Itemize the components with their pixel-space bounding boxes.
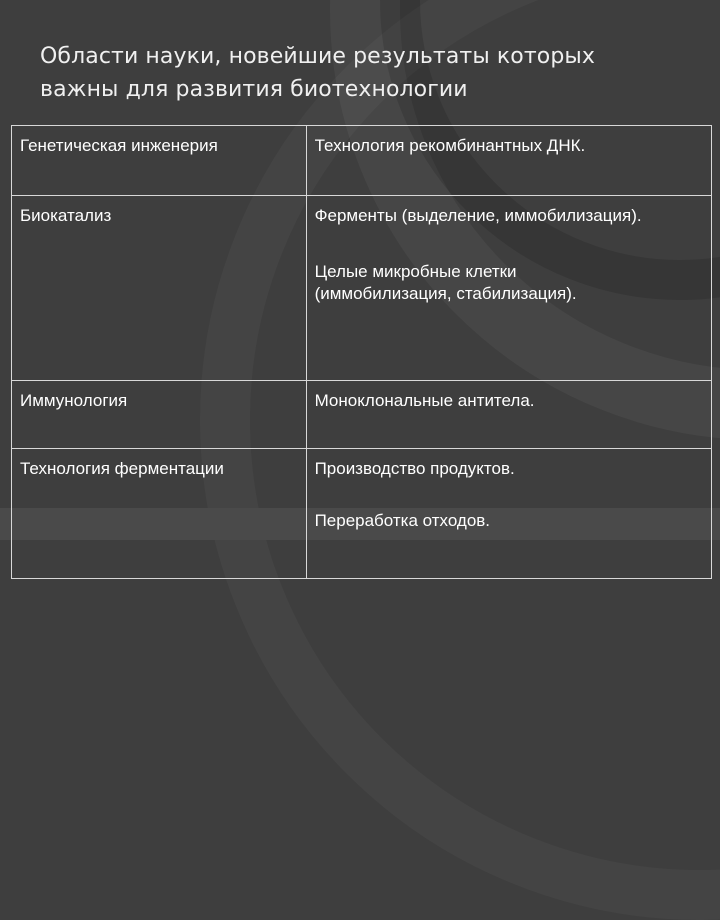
table-row <box>12 449 712 579</box>
science-areas-table <box>11 125 712 579</box>
area-label: Биокатализ <box>20 206 112 225</box>
result-text: Ферменты (выделение, иммобилизация). <box>314 206 642 225</box>
result-text: Технология рекомбинантных ДНК. <box>314 136 586 155</box>
table-row <box>12 381 712 449</box>
area-label: Иммунология <box>20 391 128 410</box>
slide-title <box>40 40 680 106</box>
result-text: (иммобилизация, стабилизация). <box>314 284 577 303</box>
table-row <box>12 196 712 381</box>
table-row <box>12 126 712 196</box>
results-cell <box>306 381 711 449</box>
result-text: Переработка отходов. <box>314 511 491 530</box>
result-text: Моноклональные антитела. <box>314 391 535 410</box>
area-cell <box>12 381 307 449</box>
results-cell <box>306 196 711 381</box>
slide-title-line-1: Области науки, новейшие результаты которых <box>40 44 595 69</box>
area-cell <box>12 126 307 196</box>
result-text: Производство продуктов. <box>314 459 515 478</box>
result-text: Целые микробные клетки <box>314 262 517 281</box>
area-label: Генетическая инженерия <box>20 136 218 155</box>
slide-title-line-2: важны для развития биотехнологии <box>40 77 468 102</box>
area-cell <box>12 196 307 381</box>
results-cell <box>306 449 711 579</box>
area-cell <box>12 449 307 579</box>
area-label: Технология ферментации <box>20 459 224 478</box>
results-cell <box>306 126 711 196</box>
